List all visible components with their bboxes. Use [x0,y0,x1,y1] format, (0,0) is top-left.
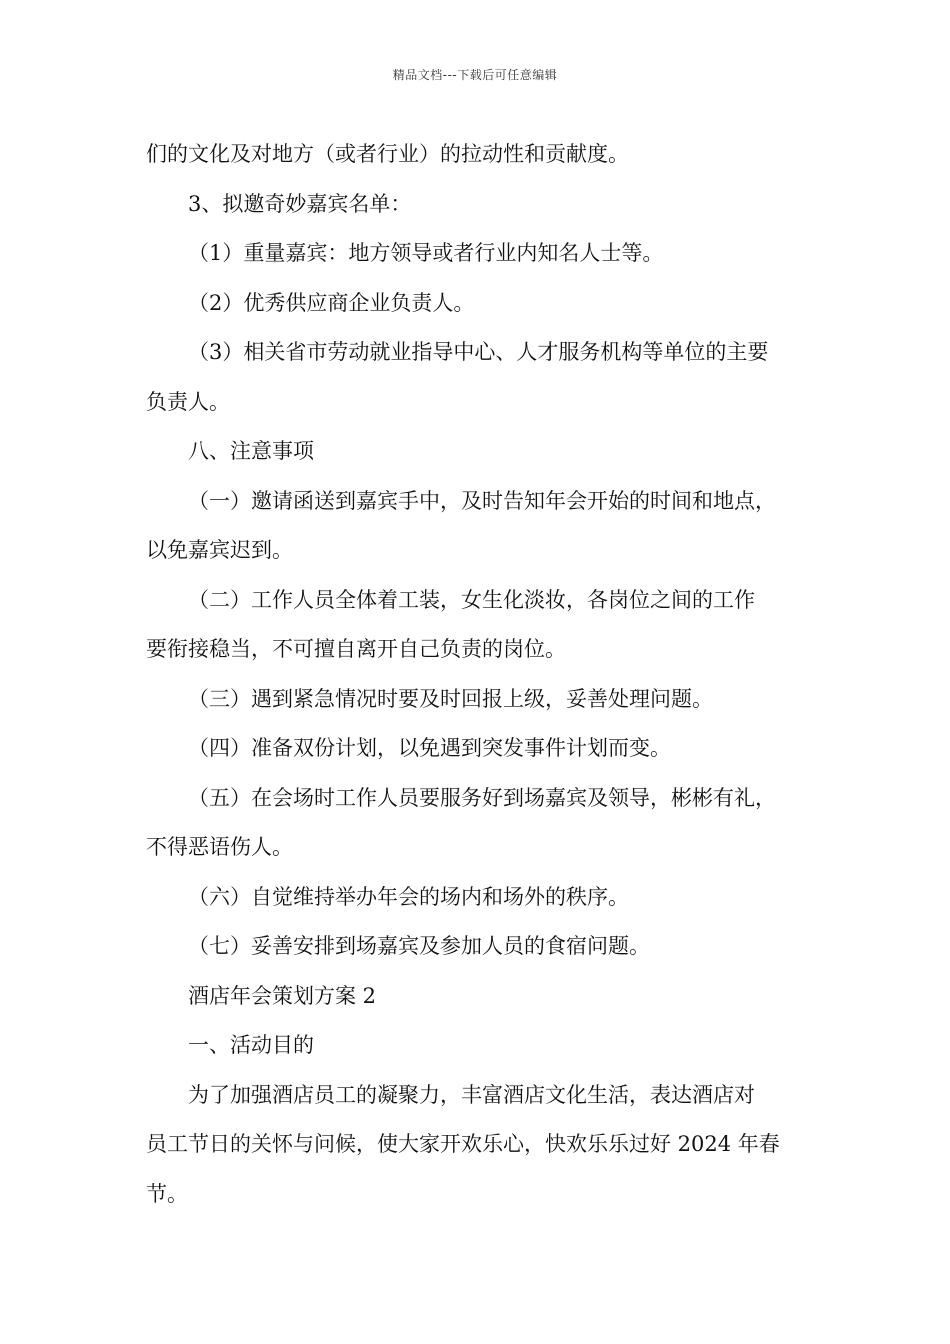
text-line: 员工节日的关怀与问候，使大家开欢乐心，快欢乐乐过好 2024 年春 [146,1132,780,1156]
text-line: （3）相关省市劳动就业指导中心、人才服务机构等单位的主要 [188,340,769,364]
text-line: （2）优秀供应商企业负责人。 [188,290,475,315]
text-line: （七）妥善安排到场嘉宾及参加人员的食宿问题。 [188,934,650,958]
text-line: 负责人。 [146,389,230,414]
text-line: （六）自觉维持举办年会的场内和场外的秩序。 [188,884,629,909]
section-heading: 八、注意事项 [188,439,314,463]
text-line: （1）重量嘉宾：地方领导或者行业内知名人士等。 [188,241,664,265]
text-line: 3、拟邀奇妙嘉宾名单： [188,191,412,216]
text-line: 们的文化及对地方（或者行业）的拉动性和贡献度。 [146,142,629,166]
text-line: （五）在会场时工作人员要服务好到场嘉宾及领导，彬彬有礼， [188,785,776,810]
text-line: （二）工作人员全体着工装，女生化淡妆，各岗位之间的工作 [188,587,755,612]
text-line: 节。 [146,1181,188,1206]
document-body [146,130,816,1219]
text-line: （三）遇到紧急情况时要及时回报上级，妥善处理问题。 [188,686,713,711]
text-line: 为了加强酒店员工的凝聚力，丰富酒店文化生活，表达酒店对 [188,1082,755,1107]
text-line: 以免嘉宾迟到。 [146,538,293,562]
plan-title: 酒店年会策划方案 2 [188,983,377,1008]
section-heading: 一、活动目的 [188,1033,314,1057]
text-line: 要衔接稳当，不可擅自离开自己负责的岗位。 [146,637,566,661]
text-line: （四）准备双份计划，以免遇到突发事件计划而变。 [188,736,671,760]
text-line: （一）邀请函送到嘉宾手中，及时告知年会开始的时间和地点， [188,488,776,513]
text-line: 不得恶语伤人。 [146,835,293,859]
page-header: 精品文档---下载后可任意编辑 [392,68,558,82]
